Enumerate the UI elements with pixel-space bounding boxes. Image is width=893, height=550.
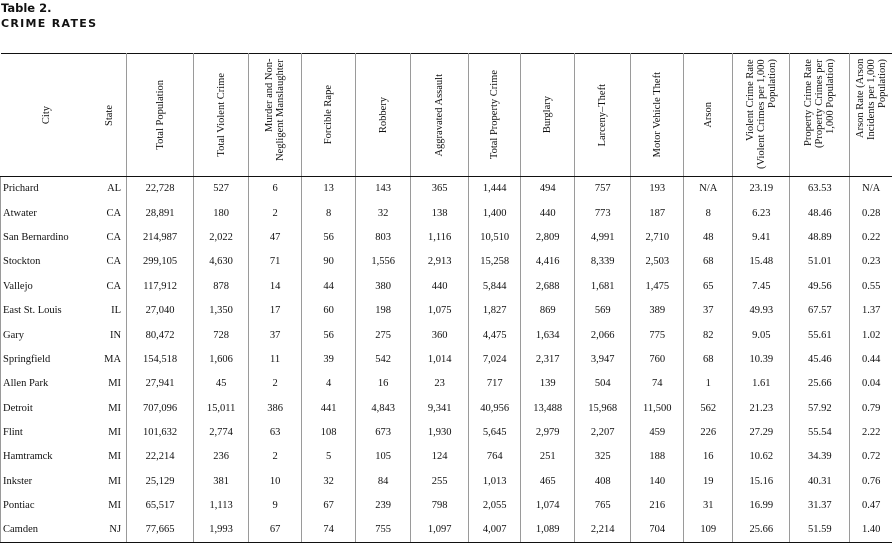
cell-total-property-crime: 10,510: [469, 225, 521, 249]
cell-arson-rate: 0.28: [850, 201, 892, 225]
cell-forcible-rape: 32: [302, 469, 356, 493]
cell-aggravated-assault: 440: [411, 274, 469, 298]
cell-arson: 82: [684, 323, 733, 347]
cell-state: CA: [93, 225, 127, 249]
cell-total-property-crime: 1,827: [469, 298, 521, 322]
header-state: State: [93, 54, 127, 177]
cell-property-crime-rate: 51.01: [790, 250, 850, 274]
cell-murder: 11: [249, 347, 302, 371]
header-property-crime-rate: Property Crime Rate (Property Crimes per 1,000 Population): [790, 54, 850, 177]
cell-murder: 47: [249, 225, 302, 249]
header-arson-rate: Arson Rate (Arson Incidents per 1,000 Population): [850, 54, 892, 177]
cell-arson: 31: [684, 494, 733, 518]
cell-motor-vehicle-theft: 459: [631, 420, 684, 444]
cell-city: San Bernardino: [1, 225, 93, 249]
cell-property-crime-rate: 55.54: [790, 420, 850, 444]
cell-murder: 2: [249, 372, 302, 396]
cell-total-property-crime: 4,007: [469, 518, 521, 542]
cell-total-violent-crime: 728: [194, 323, 249, 347]
cell-violent-crime-rate: 1.61: [733, 372, 790, 396]
cell-city: Detroit: [1, 396, 93, 420]
cell-aggravated-assault: 1,014: [411, 347, 469, 371]
cell-state: IL: [93, 298, 127, 322]
cell-total-population: 117,912: [127, 274, 194, 298]
table-row: [1, 420, 893, 444]
cell-burglary: 494: [521, 177, 575, 201]
cell-forcible-rape: 60: [302, 298, 356, 322]
table-row: [1, 372, 893, 396]
cell-aggravated-assault: 2,913: [411, 250, 469, 274]
cell-arson: 1: [684, 372, 733, 396]
cell-arson-rate: N/A: [850, 177, 892, 201]
cell-total-population: 27,941: [127, 372, 194, 396]
cell-motor-vehicle-theft: 11,500: [631, 396, 684, 420]
cell-arson: 65: [684, 274, 733, 298]
cell-larceny-theft: 765: [575, 494, 631, 518]
header-murder: Murder and Non-Negligent Manslaughter: [249, 54, 302, 177]
cell-arson-rate: 2.22: [850, 420, 892, 444]
cell-forcible-rape: 4: [302, 372, 356, 396]
cell-state: MI: [93, 372, 127, 396]
cell-murder: 17: [249, 298, 302, 322]
cell-murder: 386: [249, 396, 302, 420]
cell-city: Gary: [1, 323, 93, 347]
cell-state: IN: [93, 323, 127, 347]
table-row: [1, 323, 893, 347]
cell-robbery: 32: [356, 201, 411, 225]
cell-total-violent-crime: 527: [194, 177, 249, 201]
cell-total-property-crime: 5,844: [469, 274, 521, 298]
cell-robbery: 755: [356, 518, 411, 542]
header-motor-vehicle-theft: Motor Vehicle Theft: [631, 54, 684, 177]
cell-state: AL: [93, 177, 127, 201]
cell-forcible-rape: 74: [302, 518, 356, 542]
cell-total-property-crime: 5,645: [469, 420, 521, 444]
header-city: City: [1, 54, 93, 177]
header-total-violent-crime: Total Violent Crime: [194, 54, 249, 177]
table-row: [1, 177, 893, 201]
cell-total-population: 22,728: [127, 177, 194, 201]
cell-arson-rate: 0.44: [850, 347, 892, 371]
cell-arson-rate: 0.22: [850, 225, 892, 249]
cell-larceny-theft: 1,681: [575, 274, 631, 298]
cell-city: Flint: [1, 420, 93, 444]
table-body: [1, 177, 893, 543]
cell-motor-vehicle-theft: 74: [631, 372, 684, 396]
cell-motor-vehicle-theft: 1,475: [631, 274, 684, 298]
cell-robbery: 105: [356, 445, 411, 469]
cell-aggravated-assault: 9,341: [411, 396, 469, 420]
cell-aggravated-assault: 1,930: [411, 420, 469, 444]
cell-murder: 9: [249, 494, 302, 518]
cell-total-population: 214,987: [127, 225, 194, 249]
cell-burglary: 440: [521, 201, 575, 225]
table-row: [1, 518, 893, 542]
cell-arson: 37: [684, 298, 733, 322]
header-total-property-crime: Total Property Crime: [469, 54, 521, 177]
cell-total-population: 28,891: [127, 201, 194, 225]
header-total-population: Total Population: [127, 54, 194, 177]
cell-arson-rate: 1.02: [850, 323, 892, 347]
header-arson: Arson: [684, 54, 733, 177]
header-row: [1, 54, 893, 177]
cell-burglary: 251: [521, 445, 575, 469]
table-row: [1, 225, 893, 249]
cell-murder: 14: [249, 274, 302, 298]
cell-motor-vehicle-theft: 216: [631, 494, 684, 518]
cell-violent-crime-rate: 23.19: [733, 177, 790, 201]
cell-robbery: 380: [356, 274, 411, 298]
cell-city: Atwater: [1, 201, 93, 225]
cell-robbery: 4,843: [356, 396, 411, 420]
cell-robbery: 275: [356, 323, 411, 347]
cell-larceny-theft: 2,207: [575, 420, 631, 444]
cell-city: Vallejo: [1, 274, 93, 298]
header-aggravated-assault: Aggravated Assault: [411, 54, 469, 177]
cell-robbery: 198: [356, 298, 411, 322]
table-row: [1, 298, 893, 322]
cell-arson: 109: [684, 518, 733, 542]
cell-arson: 8: [684, 201, 733, 225]
cell-burglary: 2,688: [521, 274, 575, 298]
cell-forcible-rape: 5: [302, 445, 356, 469]
cell-aggravated-assault: 365: [411, 177, 469, 201]
cell-property-crime-rate: 31.37: [790, 494, 850, 518]
cell-city: Stockton: [1, 250, 93, 274]
header-larceny-theft: Larceny–Theft: [575, 54, 631, 177]
cell-forcible-rape: 67: [302, 494, 356, 518]
cell-arson: N/A: [684, 177, 733, 201]
cell-city: Hamtramck: [1, 445, 93, 469]
cell-state: CA: [93, 250, 127, 274]
cell-aggravated-assault: 1,075: [411, 298, 469, 322]
cell-aggravated-assault: 124: [411, 445, 469, 469]
cell-total-violent-crime: 180: [194, 201, 249, 225]
table-row: [1, 250, 893, 274]
cell-murder: 67: [249, 518, 302, 542]
cell-murder: 10: [249, 469, 302, 493]
cell-total-violent-crime: 1,993: [194, 518, 249, 542]
cell-property-crime-rate: 51.59: [790, 518, 850, 542]
cell-forcible-rape: 108: [302, 420, 356, 444]
table-row: [1, 347, 893, 371]
cell-arson-rate: 1.40: [850, 518, 892, 542]
cell-arson-rate: 0.72: [850, 445, 892, 469]
table-row: [1, 396, 893, 420]
cell-total-property-crime: 764: [469, 445, 521, 469]
cell-aggravated-assault: 138: [411, 201, 469, 225]
crime-rates-table: [0, 53, 892, 543]
table-number: Table 2.: [1, 1, 52, 15]
cell-arson-rate: 1.37: [850, 298, 892, 322]
cell-burglary: 1,634: [521, 323, 575, 347]
cell-state: MI: [93, 445, 127, 469]
cell-violent-crime-rate: 10.39: [733, 347, 790, 371]
cell-violent-crime-rate: 21.23: [733, 396, 790, 420]
cell-murder: 2: [249, 445, 302, 469]
cell-property-crime-rate: 48.46: [790, 201, 850, 225]
cell-arson-rate: 0.04: [850, 372, 892, 396]
cell-property-crime-rate: 48.89: [790, 225, 850, 249]
cell-motor-vehicle-theft: 140: [631, 469, 684, 493]
cell-city: Inkster: [1, 469, 93, 493]
cell-violent-crime-rate: 25.66: [733, 518, 790, 542]
cell-total-violent-crime: 381: [194, 469, 249, 493]
cell-violent-crime-rate: 15.16: [733, 469, 790, 493]
cell-violent-crime-rate: 27.29: [733, 420, 790, 444]
cell-city: Allen Park: [1, 372, 93, 396]
table-row: [1, 469, 893, 493]
cell-total-population: 101,632: [127, 420, 194, 444]
cell-total-violent-crime: 2,774: [194, 420, 249, 444]
cell-arson: 562: [684, 396, 733, 420]
cell-motor-vehicle-theft: 760: [631, 347, 684, 371]
cell-arson-rate: 0.76: [850, 469, 892, 493]
table-row: [1, 274, 893, 298]
cell-robbery: 239: [356, 494, 411, 518]
cell-total-property-crime: 717: [469, 372, 521, 396]
cell-robbery: 803: [356, 225, 411, 249]
cell-larceny-theft: 325: [575, 445, 631, 469]
cell-property-crime-rate: 25.66: [790, 372, 850, 396]
cell-motor-vehicle-theft: 389: [631, 298, 684, 322]
cell-arson: 19: [684, 469, 733, 493]
cell-robbery: 542: [356, 347, 411, 371]
cell-state: MI: [93, 396, 127, 420]
cell-property-crime-rate: 40.31: [790, 469, 850, 493]
cell-burglary: 1,074: [521, 494, 575, 518]
cell-burglary: 13,488: [521, 396, 575, 420]
cell-total-population: 77,665: [127, 518, 194, 542]
cell-state: CA: [93, 201, 127, 225]
cell-burglary: 4,416: [521, 250, 575, 274]
cell-total-property-crime: 1,400: [469, 201, 521, 225]
cell-robbery: 1,556: [356, 250, 411, 274]
cell-violent-crime-rate: 9.41: [733, 225, 790, 249]
cell-property-crime-rate: 45.46: [790, 347, 850, 371]
cell-city: Camden: [1, 518, 93, 542]
table-title: CRIME RATES: [1, 17, 98, 30]
cell-total-property-crime: 2,055: [469, 494, 521, 518]
cell-robbery: 673: [356, 420, 411, 444]
cell-total-property-crime: 4,475: [469, 323, 521, 347]
cell-property-crime-rate: 34.39: [790, 445, 850, 469]
cell-forcible-rape: 13: [302, 177, 356, 201]
cell-motor-vehicle-theft: 188: [631, 445, 684, 469]
cell-burglary: 2,809: [521, 225, 575, 249]
cell-violent-crime-rate: 16.99: [733, 494, 790, 518]
cell-murder: 37: [249, 323, 302, 347]
cell-total-population: 27,040: [127, 298, 194, 322]
cell-aggravated-assault: 255: [411, 469, 469, 493]
cell-burglary: 139: [521, 372, 575, 396]
cell-state: MI: [93, 469, 127, 493]
cell-state: MI: [93, 420, 127, 444]
cell-forcible-rape: 90: [302, 250, 356, 274]
cell-city: Prichard: [1, 177, 93, 201]
cell-robbery: 143: [356, 177, 411, 201]
cell-burglary: 2,979: [521, 420, 575, 444]
cell-total-violent-crime: 1,113: [194, 494, 249, 518]
cell-property-crime-rate: 55.61: [790, 323, 850, 347]
cell-total-violent-crime: 878: [194, 274, 249, 298]
cell-larceny-theft: 3,947: [575, 347, 631, 371]
cell-total-violent-crime: 1,350: [194, 298, 249, 322]
cell-total-population: 154,518: [127, 347, 194, 371]
cell-total-population: 25,129: [127, 469, 194, 493]
cell-arson: 16: [684, 445, 733, 469]
cell-larceny-theft: 504: [575, 372, 631, 396]
cell-burglary: 2,317: [521, 347, 575, 371]
cell-aggravated-assault: 360: [411, 323, 469, 347]
cell-state: MI: [93, 494, 127, 518]
cell-arson: 68: [684, 347, 733, 371]
cell-total-property-crime: 40,956: [469, 396, 521, 420]
cell-larceny-theft: 2,066: [575, 323, 631, 347]
cell-murder: 6: [249, 177, 302, 201]
cell-larceny-theft: 15,968: [575, 396, 631, 420]
cell-murder: 2: [249, 201, 302, 225]
cell-motor-vehicle-theft: 193: [631, 177, 684, 201]
cell-arson: 68: [684, 250, 733, 274]
cell-aggravated-assault: 1,116: [411, 225, 469, 249]
cell-arson-rate: 0.47: [850, 494, 892, 518]
cell-total-population: 299,105: [127, 250, 194, 274]
cell-property-crime-rate: 63.53: [790, 177, 850, 201]
header-robbery: Robbery: [356, 54, 411, 177]
cell-violent-crime-rate: 7.45: [733, 274, 790, 298]
cell-total-property-crime: 1,013: [469, 469, 521, 493]
cell-larceny-theft: 4,991: [575, 225, 631, 249]
table-row: [1, 445, 893, 469]
cell-arson: 48: [684, 225, 733, 249]
cell-arson-rate: 0.23: [850, 250, 892, 274]
cell-murder: 63: [249, 420, 302, 444]
cell-total-population: 65,517: [127, 494, 194, 518]
cell-violent-crime-rate: 9.05: [733, 323, 790, 347]
cell-arson-rate: 0.79: [850, 396, 892, 420]
cell-arson: 226: [684, 420, 733, 444]
cell-forcible-rape: 56: [302, 225, 356, 249]
cell-motor-vehicle-theft: 2,710: [631, 225, 684, 249]
cell-larceny-theft: 2,214: [575, 518, 631, 542]
cell-total-population: 80,472: [127, 323, 194, 347]
cell-total-property-crime: 1,444: [469, 177, 521, 201]
cell-total-property-crime: 15,258: [469, 250, 521, 274]
cell-larceny-theft: 773: [575, 201, 631, 225]
cell-arson-rate: 0.55: [850, 274, 892, 298]
cell-city: East St. Louis: [1, 298, 93, 322]
cell-aggravated-assault: 798: [411, 494, 469, 518]
cell-state: CA: [93, 274, 127, 298]
cell-total-population: 22,214: [127, 445, 194, 469]
cell-total-violent-crime: 2,022: [194, 225, 249, 249]
cell-total-property-crime: 7,024: [469, 347, 521, 371]
cell-forcible-rape: 441: [302, 396, 356, 420]
cell-forcible-rape: 8: [302, 201, 356, 225]
cell-larceny-theft: 569: [575, 298, 631, 322]
cell-larceny-theft: 8,339: [575, 250, 631, 274]
cell-aggravated-assault: 23: [411, 372, 469, 396]
cell-motor-vehicle-theft: 2,503: [631, 250, 684, 274]
cell-burglary: 869: [521, 298, 575, 322]
cell-forcible-rape: 39: [302, 347, 356, 371]
cell-total-violent-crime: 4,630: [194, 250, 249, 274]
cell-total-violent-crime: 1,606: [194, 347, 249, 371]
header-violent-crime-rate: Violent Crime Rate (Violent Crimes per 1,000 Population): [733, 54, 790, 177]
cell-forcible-rape: 56: [302, 323, 356, 347]
cell-property-crime-rate: 57.92: [790, 396, 850, 420]
cell-robbery: 84: [356, 469, 411, 493]
cell-violent-crime-rate: 15.48: [733, 250, 790, 274]
cell-larceny-theft: 757: [575, 177, 631, 201]
cell-larceny-theft: 408: [575, 469, 631, 493]
cell-city: Springfield: [1, 347, 93, 371]
table-row: [1, 201, 893, 225]
cell-motor-vehicle-theft: 187: [631, 201, 684, 225]
cell-total-violent-crime: 45: [194, 372, 249, 396]
table-caption: [1, 0, 97, 32]
cell-property-crime-rate: 49.56: [790, 274, 850, 298]
cell-violent-crime-rate: 10.62: [733, 445, 790, 469]
cell-aggravated-assault: 1,097: [411, 518, 469, 542]
header-burglary: Burglary: [521, 54, 575, 177]
cell-violent-crime-rate: 6.23: [733, 201, 790, 225]
table-row: [1, 494, 893, 518]
cell-motor-vehicle-theft: 704: [631, 518, 684, 542]
cell-violent-crime-rate: 49.93: [733, 298, 790, 322]
cell-state: MA: [93, 347, 127, 371]
cell-state: NJ: [93, 518, 127, 542]
cell-burglary: 465: [521, 469, 575, 493]
cell-total-population: 707,096: [127, 396, 194, 420]
cell-burglary: 1,089: [521, 518, 575, 542]
cell-total-violent-crime: 15,011: [194, 396, 249, 420]
header-forcible-rape: Forcible Rape: [302, 54, 356, 177]
cell-motor-vehicle-theft: 775: [631, 323, 684, 347]
cell-forcible-rape: 44: [302, 274, 356, 298]
cell-total-violent-crime: 236: [194, 445, 249, 469]
cell-city: Pontiac: [1, 494, 93, 518]
cell-property-crime-rate: 67.57: [790, 298, 850, 322]
cell-robbery: 16: [356, 372, 411, 396]
cell-murder: 71: [249, 250, 302, 274]
